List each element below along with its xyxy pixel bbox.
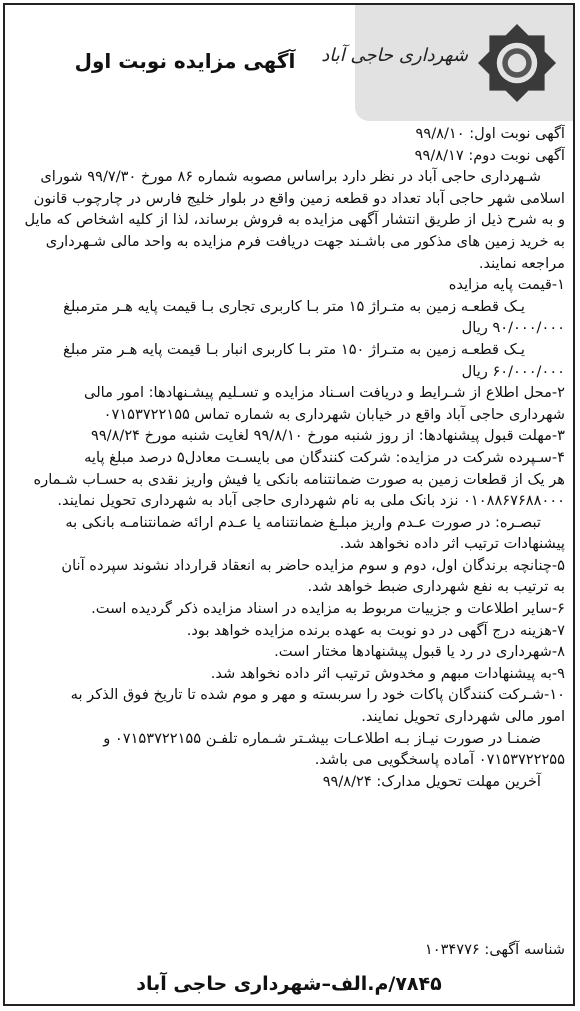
notice-item: [13, 641, 565, 663]
notice-item: [13, 512, 565, 555]
notice-item-line: ۸-شهرداری در رد یا قبول پیشنهادها مختار است.: [274, 643, 565, 661]
ad-id: شناسه آگهی: ۱۰۳۴۷۷۶: [424, 941, 565, 958]
notice-item-line: ضمنـا در صورت نیـاز بـه اطلاعـات بیشـتر شـماره تلفـن ۰۷۱۵۳۷۲۲۱۵۵ و: [103, 729, 541, 747]
notice-item-line: ۵-چنانچه برندگان اول، دوم و سوم مزایده حاضر به انعقاد قرارداد نشوند سپرده آنان: [61, 556, 565, 574]
notice-item-line: ۱۰-شـرکت کنندگان پاکات خود را سربسته و مهر و موم شده تا تاریخ فوق الذکر به: [70, 686, 565, 704]
second-publication-date: آگهی نوبت دوم: ۹۹/۸/۱۷: [414, 146, 565, 164]
intro-line: شـهرداری حاجی آباد در نظر دارد براساس مصوبه شماره ۸۶ مورخ ۹۹/۷/۳۰ شورای: [40, 168, 541, 186]
notice-header: [5, 5, 573, 121]
notice-item-line: ۶-سایر اطلاعات و جزییات مربوط به مزایده در اسناد مزایده ذکر گردیده است.: [91, 600, 565, 618]
notice-title: آگهی مزایده نوبت اول: [74, 49, 296, 73]
notice-item-line: ۱-قیمت پایه مزایده: [448, 276, 565, 294]
intro-line: و به شرح ذیل از طریق انتشار آگهی مزایده به فروش برساند، لذا از کلیه اشخاص که مایل: [24, 211, 565, 229]
notice-item: [13, 728, 565, 771]
notice-item: [13, 620, 565, 642]
notice-item-line: ۰۷۱۵۳۷۲۲۲۵۵ آماده پاسخگویی می باشد.: [314, 751, 565, 769]
notice-item-line: ۳-مهلت قبول پیشنهادها: از روز شنبه مورخ ۹۹/۸/۱۰ لغایت شنبه مورخ ۹۹/۸/۲۴: [91, 427, 565, 445]
notice-item-line: تبصـره: در صورت عـدم واریز مبلـغ ضمانتنامه یا عـدم ارائه ضمانتنامـه بانکی به: [65, 513, 541, 531]
notice-item-line: ۶۰/۰۰۰/۰۰۰ ریال: [461, 362, 565, 380]
notice-item-line: ۲-محل اطلاع از شـرایط و دریافت اسـناد مزایده و تسـلیم پیشـنهادها: امور مالی: [84, 384, 565, 402]
first-publication-date: آگهی نوبت اول: ۹۹/۸/۱۰: [415, 125, 565, 142]
notice-item-line: آخرین مهلت تحویل مدارک: ۹۹/۸/۲۴: [322, 772, 541, 790]
notice-item: [13, 382, 565, 425]
intro-line: مراجعه نمایند.: [478, 254, 565, 272]
notice-item-line: ۹۰/۰۰۰/۰۰۰ ریال: [461, 319, 565, 337]
notice-item: [13, 771, 565, 793]
notice-item-line: ۴-سـپرده شرکت در مزایده: شرکت کنندگان می بایسـت معادل۵ درصد مبلغ پایه: [84, 448, 565, 466]
notice-frame: [3, 3, 575, 1006]
notice-item-line: یـک قطعـه زمین به متـراژ ۱۵۰ متر بـا کاربری انبار بـا قیمت پایه هـر متر مبلغ: [62, 340, 525, 358]
signature: ۷۸۴۵/م.الف–شهرداری حاجی آباد: [136, 973, 442, 995]
notice-item: [13, 274, 565, 296]
notice-item: [13, 425, 565, 447]
notice-item: [13, 555, 565, 598]
notice-items: [13, 274, 565, 792]
municipality-logo-icon: [471, 17, 563, 109]
notice-item: [13, 447, 565, 512]
intro-line: اسلامی شهر حاجی آباد تعداد دو قطعه زمین واقع در بلوار خلیج فارس در چارچوب قانون: [33, 189, 565, 207]
intro-line: به خرید زمین های مذکور می باشـند جهت دریافت فرم مزایده به واحد مالی شـهرداری: [45, 232, 565, 250]
notice-body: [13, 123, 565, 792]
logo-box: [321, 5, 573, 121]
notice-item: [13, 684, 565, 727]
notice-item-line: به ترتیب به نفع شهرداری ضبط خواهد شد.: [307, 578, 565, 596]
logo-text: شهرداری حاجی آباد: [321, 45, 468, 66]
notice-item-line: یـک قطعـه زمین به متـراژ ۱۵ متر بـا کاربری تجاری بـا قیمت پایه هـر مترمبلغ: [63, 297, 525, 315]
notice-item: [13, 598, 565, 620]
notice-item-line: ۹-به پیشنهادات مبهم و مخدوش ترتیب اثر داده نخواهد شد.: [210, 664, 565, 682]
notice-item: [13, 339, 565, 382]
notice-item: [13, 296, 565, 339]
notice-item-line: پیشنهادات ترتیب اثر داده نخواهد شد.: [339, 535, 565, 553]
notice-item-line: شهرداری حاجی آباد واقع در خیابان شهرداری به شماره تماس ۰۷۱۵۳۷۲۲۱۵۵: [103, 405, 565, 423]
notice-item-line: ۰۱۰۸۸۶۷۶۸۸۰۰۰ نزد بانک ملی به نام شهرداری حاجی آباد به شهرداری تحویل نمایند.: [57, 492, 565, 510]
notice-item: [13, 663, 565, 685]
notice-item-line: امور مالی شهرداری تحویل نمایند.: [361, 708, 565, 726]
notice-item-line: هر یک از قطعات زمین به صورت ضمانتنامه بانکی یا فیش واریز نقدی به حسـاب شـماره: [33, 470, 565, 488]
notice-item-line: ۷-هزینه درج آگهی در دو نوبت به عهده برنده مزایده خواهد بود.: [186, 621, 565, 639]
intro-paragraph: [13, 166, 565, 274]
